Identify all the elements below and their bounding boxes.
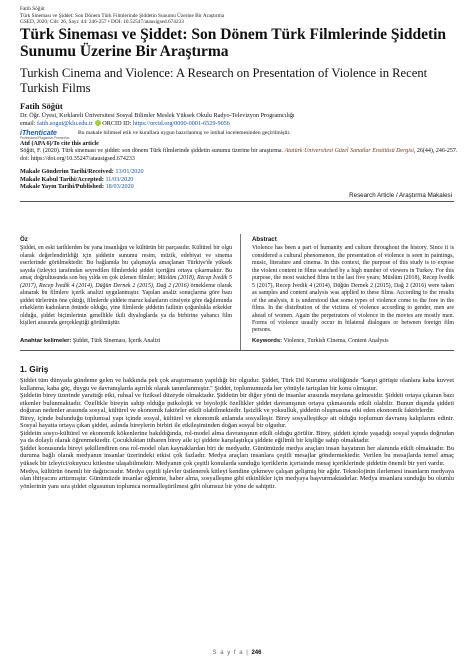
citation-tail: , 26(44), 246-257. doi: https://doi.org/10.35247/atausigsed.674233 bbox=[20, 148, 458, 162]
author-name: Fatih Söğüt bbox=[20, 101, 63, 111]
abstract-en-films: Müslüm (2018), Recep İvedik 5 (2017), Recep İvedik 4 (2014), Düğün Dernek 2 (2015), Dağ 2 (2016) bbox=[252, 275, 454, 289]
abstract-turkish bbox=[20, 236, 232, 327]
divider-top bbox=[20, 201, 454, 202]
orcid-icon bbox=[95, 120, 101, 126]
header-journal: GSED, 2020; Cilt: 26, Sayı: 44: 246-257 • DOI: 10.52547/atausigsed.674233 bbox=[20, 19, 184, 26]
ithenticate-logo-text: iThenticate bbox=[20, 130, 57, 137]
body-paragraph: Şiddet tüm dünyada gündeme gelen ve hakkında pek çok araştırmanın yapıldığı bir olgudur. Şiddet, Türk Dil Kurumu sözlüğünde "karşıt görüşte olanlara kaba kuvvet kullanma, kaba güç, duygu ve davranışlarda aşırılık olarak tanımlanmıştır." Şiddet, toplumumuzda her yönüyle tartışılan bir konu olmuştur. bbox=[20, 377, 454, 392]
published-label: Makale Yayın Tarihi/Published: bbox=[20, 183, 105, 191]
received-date-row bbox=[20, 168, 144, 176]
citation-heading: Atıf (APA 6)/To cite this article bbox=[20, 141, 99, 147]
ithenticate-logo-sub: Professional Plagiarism Prevention bbox=[20, 136, 70, 140]
citation-block bbox=[20, 141, 460, 163]
received-label: Makale Gönderim Tarihi/Received: bbox=[20, 168, 114, 175]
accepted-value: 11/03/2020 bbox=[105, 175, 134, 183]
abstract-tr-heading: Öz bbox=[20, 236, 28, 243]
keywords-en-label: Keywords: bbox=[252, 338, 283, 344]
citation-journal: Atatürk Üniversitesi Güzel Sanatlar Enstitüsü Dergisi bbox=[284, 148, 414, 155]
abstract-tr-text bbox=[20, 245, 232, 327]
citation-text bbox=[20, 148, 460, 163]
abstract-tr-films: Müslüm (2018), Recep İvedik 5 (2017), Recep İvedik 4 (2014), Düğün Dernek 2 (2015), Dağ 2 (2016) bbox=[20, 275, 232, 289]
section-heading-introduction: 1. Giriş bbox=[20, 364, 49, 374]
divider-keywords bbox=[20, 350, 454, 351]
footer-label: S a y f a bbox=[212, 650, 244, 656]
keywords-tr-text: Şiddet, Türk Sineması, İçerik Analizi bbox=[72, 338, 161, 344]
abstract-tr-part2: örnekleme olarak alınarak bu filmlere içerik analizi uygulanmıştır. Yapılan analiz sonuçlarına göre bazı şiddet türlerinin öne çıktığı, filmlerde şiddete maruz kalanların cinsiyete göre dağılımında erkeklerin kadınların önünde olduğu, yine filmlerde şiddetin failinin çoğunlukla erkekler olduğu, şiddet biçimlerinin genellikle ikili diyaloglarda ya da birbirine yabancı film kişileri arasında gerçekleştiği görülmüştür. bbox=[20, 282, 232, 326]
abstract-en-heading: Abstract bbox=[252, 236, 277, 243]
body-paragraph: Medya, kültürün önemli bir dağıtıcısıdır. Medya çeşitli işlevler üstlenerek kitleyi kendine çekmeye çalışan gelişmiş bir ağdır. Teknolojinin ilerlemesi insanların medyaya olan ihtiyacını arttırmıştır. Günümüzde insanlar eğlenme, haber alma, sosyalleşme gibi etkinlikler için medyaya başvurmaktadırlar. Medya insanlara sunduğu bu olumlu yönlerinin yanı sıra şiddet olgusunun toplumca normalleştirilmesi gibi olumsuz bir yöne de sahiptir. bbox=[20, 467, 454, 490]
author-affiliation-block bbox=[20, 112, 460, 128]
abstract-en-text bbox=[252, 245, 454, 334]
keywords-en-text: Violence, Turkish Cinema, Content Analysis bbox=[283, 338, 389, 344]
keywords-tr-label: Anahtar kelimeler: bbox=[20, 338, 72, 344]
dates-block bbox=[20, 168, 144, 191]
citation-line: Söğüt, F. (2020). Türk sineması ve şiddet: son dönem Türk filmlerinde şiddetin sunumu üzerine bir araştırma. bbox=[20, 148, 284, 155]
body-paragraph: Şiddetin sosyo-kültürel ve ekonomik kökenlerine bakıldığında, rol-model alma davranışının etkili olduğu görülür. Birey, şiddeti içinde yaşadığı sosyal yapıda doğrudan ya da dolaylı olarak öğrenmektedir. Çocukluktan itibaren birey aile içi şiddete karşılaştıkça şiddete eğilimli bir kişiliğe sahip olmaktadır. bbox=[20, 429, 454, 445]
ithenticate-notice bbox=[20, 128, 460, 140]
abstract-column-divider bbox=[240, 234, 241, 350]
email-link[interactable]: fatih.sogut@klu.edu.tr bbox=[37, 119, 93, 127]
body-paragraph: Şiddetin birey üzerinde yarattığı etki, ruhsal ve fiziksel düzeyde olmaktadır. Şiddetin bir diğer yönü de insanlar arasında meydana gelmesidir. Şiddeti ortaya çıkaran bazı etkenler bulunmaktadır. Özellikle bireyin sahip olduğu psikolojik ve biyolojik özellikler şiddet davranışının ortaya çıkmasında etkili olabilir. Bunun dışında şiddeti doğuran nedenler arasında sosyal, kültürel ve ekonomik faktörler etkili olabilmektedir. İşsizlik ve yoksulluk, şiddetin oluşmasına etki eden ekonomik faktörlerdir. bbox=[20, 392, 454, 415]
body-paragraph: Şiddet konusunda bireyi şekillendiren ona rol-model olan kaynaklardan biri de medyadır. Günümüzde medya araçları insan hayatının her alanında etkili olmaktadır. Bu duruma bağlı olarak medyanın insanlar üzerindeki etkisi çok fazladır. Medya araçları insanlara çeşitli mesajlar göndermektedir. Verilen bu mesajlarda temel amaç yüksek bir izleyici/okuyucu kitlesine ulaşabilmektir. Medyanın çok çeşitli konularda sunduğu içeriklerin içerisinde mesaj içeriklerinde şiddetin önemli bir yeri vardır. bbox=[20, 444, 454, 468]
page-footer: S a y f a | 246 bbox=[212, 650, 262, 656]
email-label: email: bbox=[20, 119, 36, 127]
abstract-en-part2: were taken as samples and content analysis was applied to these films. According to the results of the analysis, it is understood that some types of violence come to the fore in the films. In the distribution of the victims of violence according to gender, men are ahead of women. Again the perpetrators of violence in the movies are mostly men. Forms of violence usually occur in bilateral dialogues or between foreign film persons. bbox=[252, 282, 454, 334]
page-number: 246 bbox=[251, 650, 262, 656]
running-header bbox=[20, 6, 224, 26]
accepted-label: Makale Kabul Tarihi/Accepted: bbox=[20, 175, 104, 183]
accepted-date-row bbox=[20, 176, 144, 184]
abstract-tr-part1: Şiddet, en eski tarihlerden bu yana insanlığın ve kültürün bir parçasıdır. Kültürel bir olgu olarak değerlendirildiği için şiddetin sunumu resim, müzik, edebiyat ve sinema eserlerinde görülmektedir. Bu bağlamda bu çalışmayla amaçlanan Türkiye'de yüksek sayıda (izleyici tarafından seyredilen filmlerdeki şiddet içeriğini ortaya çıkarmaktır. Bu amaç doğrultusunda son beş yılda en çok izlenen filmler; bbox=[20, 245, 232, 282]
author-affiliation: Dr. Öğr. Üyesi, Kırklareli Üniversitesi Sosyal Bilimler Meslek Yüksek Okulu Radyo-Televizyon Programcılığı bbox=[20, 112, 295, 119]
research-type: Research Article / Araştırma Makalesi bbox=[349, 192, 452, 199]
orcid-label: ORCID ID: bbox=[102, 119, 132, 127]
title-turkish: Türk Sineması ve Şiddet: Son Dönem Türk Filmlerinde Şiddetin Sunumu Üzerine Bir Araştırma bbox=[20, 26, 447, 60]
orcid-link[interactable]: https://orcid.org/0000-0001-6529-9056 bbox=[132, 119, 230, 127]
ithenticate-text: Bu makale bilimsel etik ve kurallara uygun hazırlanmış ve intihal incelemesinden geçirilmiştir. bbox=[78, 130, 291, 136]
published-date-row bbox=[20, 183, 144, 191]
abstract-english bbox=[252, 236, 454, 335]
abstract-en-part1: Violence has been a part of humanity and culture throughout the history. Since it is considered a cultural phenomenon, the presentation of violence is seen in paintings, music, literature and cinema. In this context, the purpose of this study is to expose the violent content in films watched by a high number of viewers in Turkey. For this purpose, the most watched films in the last five years; bbox=[252, 245, 454, 282]
title-english: Turkish Cinema and Violence: A Research on Presentation of Violence in Recent Turkish Films bbox=[20, 66, 428, 95]
header-author: Fatih Söğüt bbox=[20, 6, 45, 12]
introduction-body bbox=[20, 377, 454, 490]
body-paragraph: Birey, içinde bulunduğu toplumsal yapı içinde sosyal, kültürel ve ekonomik anlamda sosyalleşir. Birey sosyalleştikçe ait olduğu toplumun davranış kalıplarını edinir. Sosyal hayatta ortaya çıkan şiddet, aslında bireylerin birbiri ile etkileşiminden doğan sosyal bir olgudur. bbox=[20, 414, 454, 430]
keywords-turkish bbox=[20, 338, 160, 345]
header-title: Türk Sineması ve Şiddet: Son Dönem Türk Filmlerinde Şiddetin Sunumu Üzerine Bir Araştırma bbox=[20, 12, 225, 19]
published-value: 18/03/2020 bbox=[105, 183, 134, 191]
keywords-english bbox=[252, 338, 389, 345]
author-contact bbox=[20, 120, 460, 128]
received-value: 13/01/2020 bbox=[115, 168, 144, 175]
